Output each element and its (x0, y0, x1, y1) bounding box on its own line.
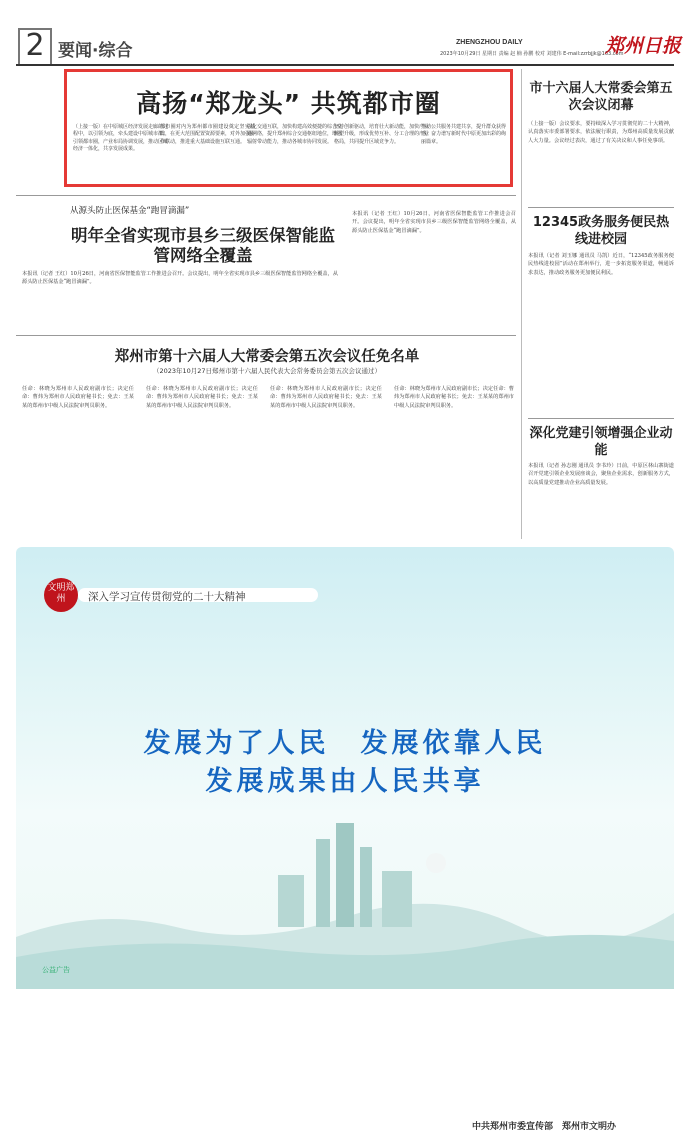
divider (528, 418, 674, 419)
page-number: 2 (18, 28, 52, 66)
lead-column-5: 推动公共服务共建共享，提升群众获得感，奋力谱写新时代中原更加出彩的绚丽篇章。 (421, 124, 507, 145)
building-shape (382, 871, 412, 927)
divider (16, 195, 516, 196)
ad-label: 公益广告 (42, 966, 70, 974)
tower-shape (336, 823, 354, 927)
civilization-badge: 文明郑州 (44, 578, 78, 612)
divider (16, 335, 516, 336)
skyline-illustration (16, 817, 674, 989)
renmian-headline[interactable]: 郑州市第十六届人大常委会第五次会议任免名单 (114, 349, 420, 365)
lead-column-2: 都市圈对内为郑州都市圈建设奠定坚实基础，在更大范围配置资源要素，对外加强协作联动，推进重大基础设施互联互通。 (160, 124, 256, 145)
right-top-body: （上接一版）会议要求，要持续深入学习贯彻党的二十大精神，认真落实市委部署要求，依法履行职责，为郑州高质量发展贡献人大力量。会议经过表决，通过了有关决议和人事任免事项。 (528, 121, 674, 144)
mid-kicker: 从源头防止医保基金“跑冒滴漏” (70, 206, 190, 216)
renmian-column-3: 任命：林晓为郑州市人民政府副市长；决定任命：曹炜为郑州市人民政府秘书长；免去：王某某的郑州市中级人民法院审判员职务。 (270, 386, 382, 409)
renmian-column-2: 任命：林晓为郑州市人民政府副市长；决定任命：曹炜为郑州市人民政府秘书长；免去：王某某的郑州市中级人民法院审判员职务。 (146, 386, 258, 409)
public-service-banner (16, 547, 674, 1132)
renmian-column-4: 任命：林晓为郑州市人民政府副市长；决定任命：曹炜为郑州市人民政府秘书长；免去：王某某的郑州市中级人民法院审判员职务。 (394, 386, 514, 409)
newspaper-logo: 郑州日报 (605, 35, 682, 57)
paper-english-name: ZHENGZHOU DAILY (456, 39, 523, 46)
sun-shape (426, 853, 446, 873)
renmian-subtitle: （2023年10月27日郑州市第十六届人民代表大会常务委员会第五次会议通过） (152, 367, 382, 375)
banner-slogan-line-2: 发展成果由人民共享 (205, 766, 485, 797)
renmian-column-1: 任命：林晓为郑州市人民政府副市长；决定任命：曹炜为郑州市人民政府秘书长；免去：王某某的郑州市中级人民法院审判员职务。 (22, 386, 134, 409)
mid-body-continued: 本报讯（记者 王红）10月26日，河南省医保智能监管工作推进会召开。会议提出，明年全省实现市县乡三级医保智能监管网络全覆盖，从源头防止医保基金“跑冒滴漏”。 (352, 211, 516, 234)
lead-story[interactable] (64, 69, 513, 187)
lead-column-4: 坚持创新驱动，培育壮大新动能，加快产业转型升级，形成优势互补、分工合理的产业格局，共同提升区域竞争力。 (334, 124, 430, 145)
section-title: 要闻·综合 (58, 41, 133, 61)
tower-shape (316, 839, 330, 927)
banner-subtitle: 深入学习宣传贯彻党的二十大精神 (88, 591, 246, 603)
header-rule (16, 64, 674, 66)
lead-column-3: 强化交通互联，加快构建高效便捷的综合交通网络，提升郑州综合交通枢纽地位，增强辐射带动能力，推动各城市协同发展。 (247, 124, 343, 145)
column-divider (521, 69, 522, 539)
right-mid-headline[interactable]: 12345政务服务便民热线进校园 (532, 215, 670, 247)
lead-headline[interactable]: 高扬“郑龙头” 共筑都市圈 (136, 89, 441, 118)
date-line: 2023年10月29日 星期日 责编 赵 楠 孙鹏 校对 刘建伟 E-mail:zzrbjjk@163.com (440, 51, 624, 57)
building-shape (278, 875, 304, 927)
right-mid-body: 本报讯（记者 刘玉娜 通讯员 马凯）近日，“12345政务服务便民热线进校园”活动在郑州举行，进一步拓宽服务渠道，畅通诉求表达，推动政务服务更加便民利民。 (528, 253, 674, 276)
right-bottom-headline[interactable]: 深化党建引领增强企业动能 (529, 426, 673, 458)
mid-body: 本报讯（记者 王红）10月26日，河南省医保智能监管工作推进会召开。会议提出，明年全省实现市县乡三级医保智能监管网络全覆盖，从源头防止医保基金“跑冒滴漏”。 (22, 271, 338, 286)
lead-column-1: （上接一版）在中原城区经济发展走廊的过程中，以引领为底，牵头建设中原城市群，引领都市圈，产业布局协调发展，推动区域经济一体化，共享发展成果。 (73, 124, 169, 153)
right-bottom-body: 本报讯（记者 孙志刚 通讯员 李书玲）日前，中原区林山寨街道召开党建引领企业发展座谈会，聚焦企业需求，创新服务方式，以高质量党建推动企业高质量发展。 (528, 463, 674, 486)
banner-sponsors: 中共郑州市委宣传部 郑州市文明办 (472, 1122, 617, 1132)
right-top-headline[interactable]: 市十六届人大常委会第五次会议闭幕 (529, 81, 673, 113)
mid-headline[interactable]: 明年全省实现市县乡三级医保智能监管网络全覆盖 (71, 226, 335, 265)
banner-slogan-line-1: 发展为了人民 发展依靠人民 (143, 728, 547, 759)
tower-shape (360, 847, 372, 927)
divider (528, 207, 674, 208)
